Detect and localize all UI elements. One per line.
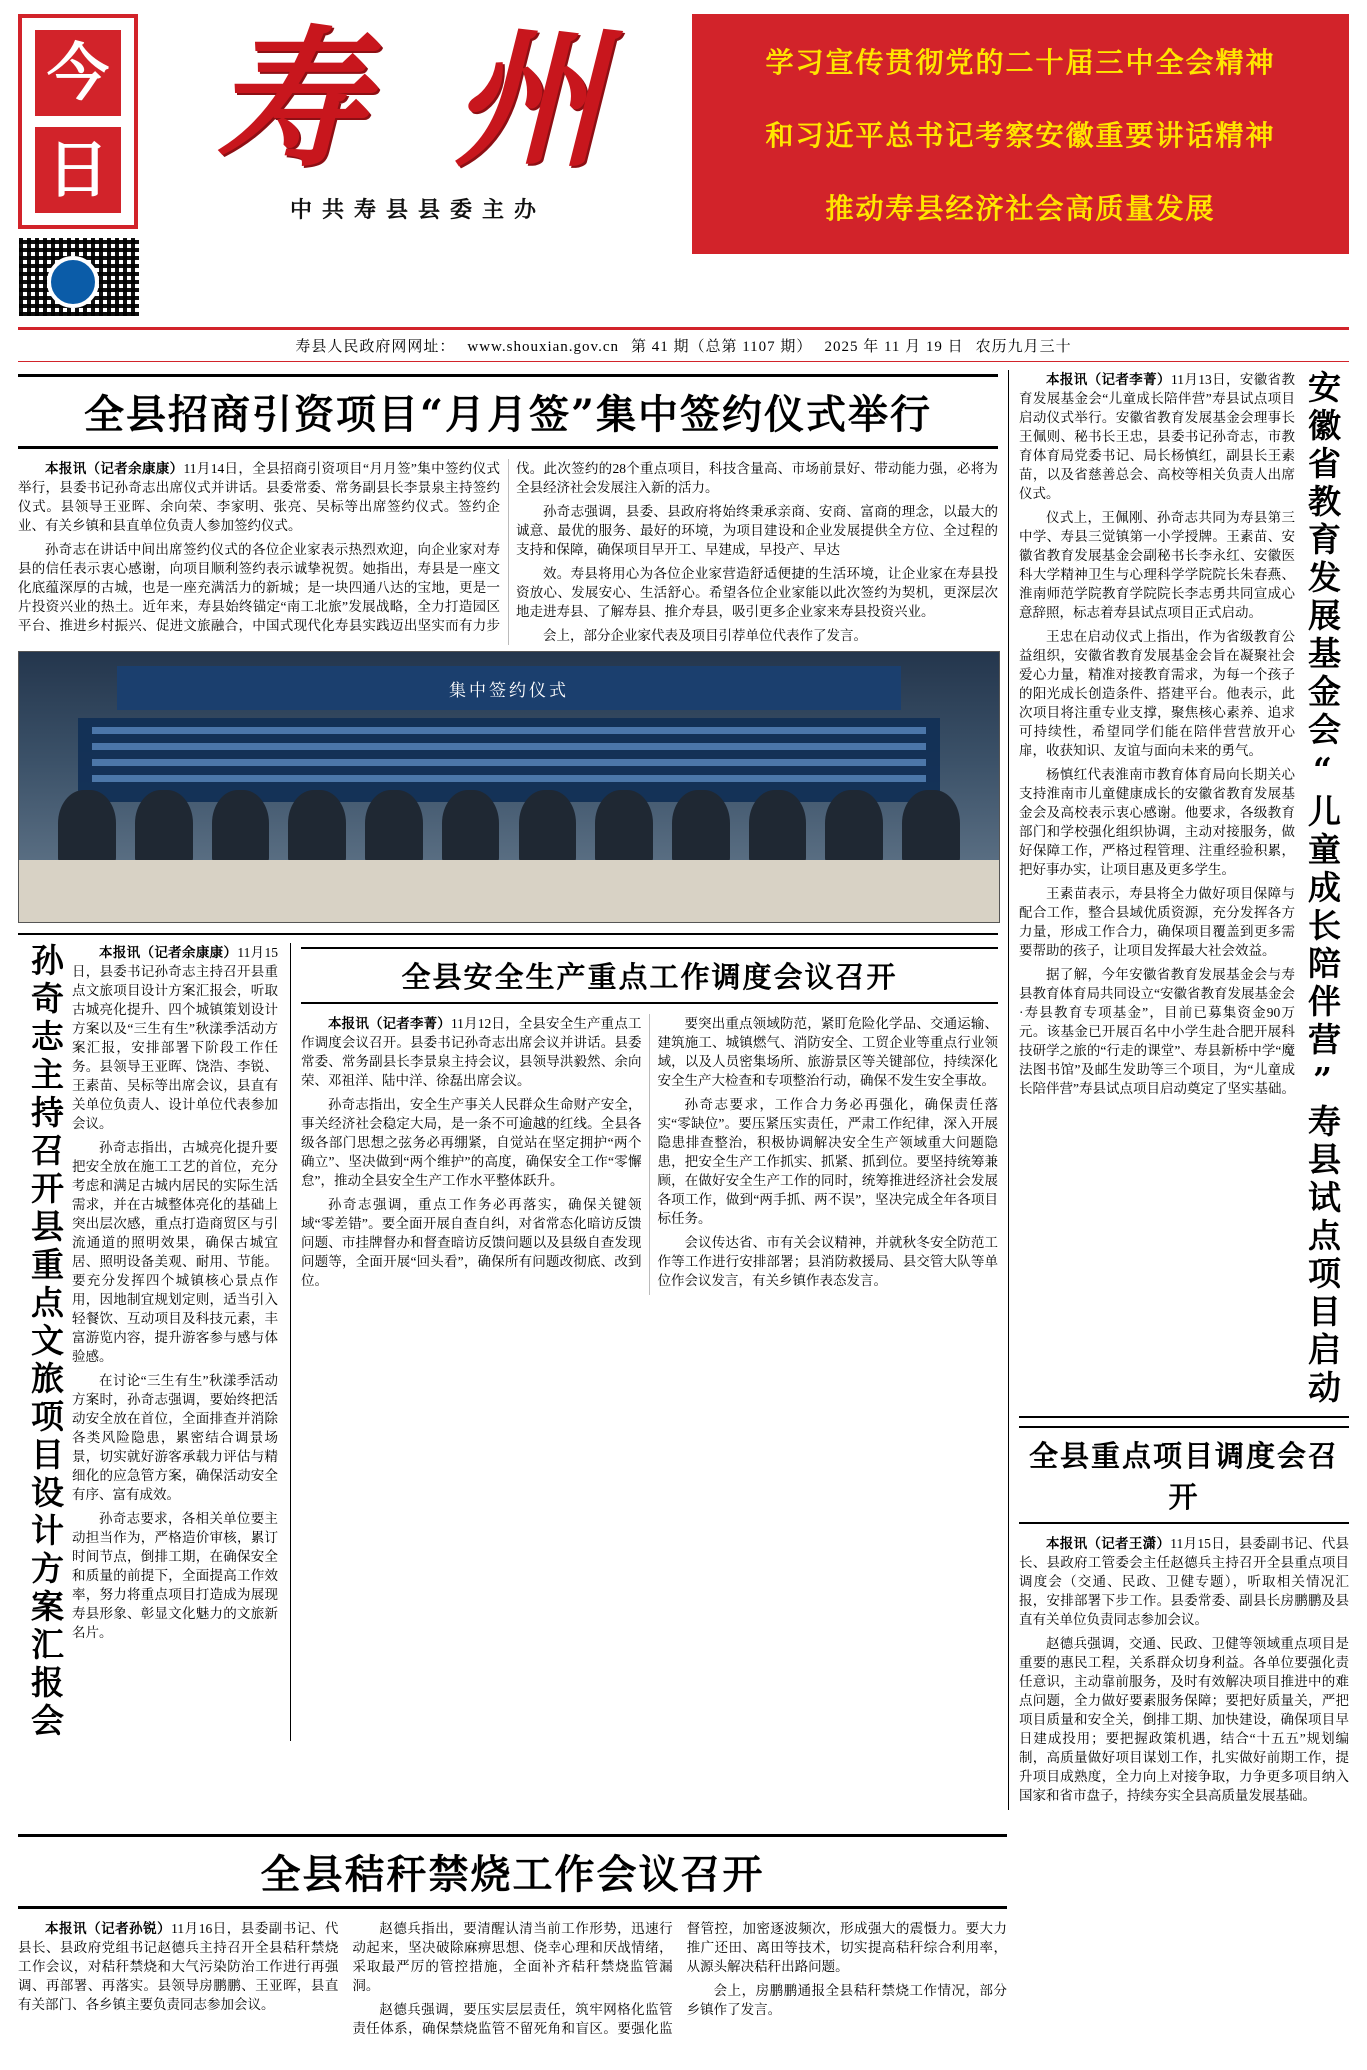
sponsor-line: 中共寿县县委主办 [289, 197, 546, 222]
bottom-row [0, 1830, 1367, 2058]
right-column [1008, 370, 1349, 1810]
paragraph: 孙奇志强调，县委、县政府将始终秉承亲商、安商、富商的理念，以最大的诚意、最优的服务、最好的环境，为项目建设和企业发展提供全方位、全过程的支持和保障，确保项目早开工、早建成，早投产、早达 [516, 504, 998, 557]
paragraph: 赵德兵强调，交通、民政、卫健等领域重点项目是重要的惠民工程，关系群众切身利益。各单位要强化责任意识，主动靠前服务，及时有效解决项目推进中的难点问题，全力做好要素服务保障；要把好质量关，严把项目质量和安全关，倒排工期、加快建设，确保项目早日建成投用；要把握政策机遇，结合“十五五”规划编制，高质量做好项目谋划工作，扎实做好前期工作，提升项目成熟度，全力向上对接争取，力争更多项目纳入国家和省市盘子，持续夯实全县高质量发展基础。 [1019, 1636, 1349, 1803]
left-column [18, 370, 998, 1810]
article-fund-body [1019, 370, 1295, 1408]
byline: 本报讯（记者王潇） [1046, 1536, 1171, 1551]
signing-ceremony-photo [18, 651, 1000, 923]
paragraph: 据了解，今年安徽省教育发展基金会与寿县教育体育局共同设立“安徽省教育发展基金会·寿县教育专项基金”，目前已募集资金90万元。该基金已开展百名中小学生赴合肥开展科技研学之旅的“行走的课堂”、寿县新桥中学“魔法图书馆”及邮生发助等三个项目，为“儿童成长陪伴营”寿县试点项目启动奠定了坚实基础。 [1019, 967, 1295, 1096]
info-bar [18, 327, 1349, 362]
divider [1019, 1416, 1349, 1418]
divider [18, 933, 998, 935]
article-lead [18, 374, 998, 923]
article-wenlv-body [72, 943, 278, 1741]
photo-people [58, 790, 960, 864]
article-zhongdian-headline: 全县重点项目调度会召开 [1019, 1426, 1349, 1524]
paragraph: 赵德兵指出，要清醒认清当前工作形势，迅速行动起来，坚决破除麻痹思想、侥幸心理和厌战情绪，采取最严厉的管控措施，全面补齐秸秆禁烧监管漏洞。 [352, 1921, 673, 1993]
jinri-logo [18, 14, 138, 229]
lunar-date: 农历九月三十 [975, 339, 1072, 355]
paragraph: 在讨论“三生有生”秋漾季活动方案时，孙奇志强调，要始终把活动安全放在首位，全面排查并消除各类风险隐患，累密结合调景场景，切实就好游客承载力评估与精细化的应急管方案，确保活动安全有序、富有成效。 [72, 1373, 278, 1502]
byline: 本报讯（记者余康康） [45, 461, 184, 476]
paragraph [1019, 1534, 1349, 1629]
website-label: 寿县人民政府网网址： [295, 339, 456, 355]
article-lead-headline: 全县招商引资项目“月月签”集中签约仪式举行 [18, 374, 998, 449]
paragraph [1019, 370, 1295, 503]
logo-char-1: 今 [35, 30, 121, 116]
paragraph [18, 459, 500, 535]
paragraph: 孙奇志指出，安全生产事关人民群众生命财产安全，事关经济社会稳定大局，是一条不可逾越的红线。全县各级各部门思想之弦务必再绷紧，自觉站在坚定拥护“两个确立”、坚决做到“两个维护”的高度，确保安全工作“零懈怠”，推动全县安全生产工作水平整体跃升。 [301, 1097, 642, 1188]
paragraph: 要突出重点领域防范，紧盯危险化学品、交通运输、建筑施工、城镇燃气、消防安全、工贸企业等重点行业领域，以及人员密集场所、旅游景区等关键部位，持续深化安全生产大检查和专项整治行动，确保不发生安全事故。 [657, 1016, 998, 1088]
byline: 本报讯（记者孙锐） [45, 1921, 172, 1936]
article-safety-headline: 全县安全生产重点工作调度会议召开 [301, 947, 998, 1004]
paragraph: 孙奇志要求，工作合力务必再强化，确保责任落实“零缺位”。要压紧压实责任，严肃工作纪律，深入开展隐患排查整治，积极协调解决安全生产领域重大问题隐患，把安全生产工作抓实、抓紧、抓到位。要坚持统筹兼顾，在做好安全生产工作的同时，统筹推进经济社会发展各项工作，做到“两手抓、两不误”，坚决完成全年各项目标任务。 [657, 1097, 998, 1226]
byline: 本报讯（记者李菁） [1046, 372, 1171, 387]
issue-number: 第 41 期（总第 1107 期） [630, 339, 813, 355]
paragraph: 会上，部分企业家代表及项目引荐单位代表作了发言。 [543, 628, 867, 643]
byline: 本报讯（记者李菁） [328, 1016, 451, 1031]
paragraph-text: 11月13日，安徽省教育发展基金会“儿童成长陪伴营”寿县试点项目启动仪式举行。安徽省教育发展基金会理事长王佩则、秘书长王忠，县委书记孙奇志，市教育体育局党委书记、局长杨慎红，副县长王素苗，以及省慈善总会、高校等相关负责人出席仪式。 [1019, 372, 1296, 501]
content-area [0, 362, 1367, 1830]
publish-date: 2025 年 11 月 19 日 [824, 339, 964, 355]
bottom-spacer [1019, 1830, 1349, 2038]
paragraph-text: 11月15日，县委书记孙奇志主持召开县重点文旅项目设计方案汇报会，听取古城亮化提升、四个城镇策划设计方案以及“三生有生”秋漾季活动方案汇报，安排部署下阶段工作任务。县领导王亚晖、饶浩、李锐、王素苗、吴标等出席会议，县直有关单位负责人、设计单位代表参加会议。 [72, 945, 279, 1131]
photo-banner-text: 集中签约仪式 [117, 666, 901, 710]
paragraph-text: 11月12日，全县安全生产重点工作调度会议召开。县委书记孙奇志出席会议并讲话。县委常委、常务副县长李景泉主持会议，县领导洪毅然、余向荣、邓祖洋、陆中洋、徐磊出席会议。 [301, 1016, 642, 1088]
article-jiegan-headline: 全县秸秆禁烧工作会议召开 [18, 1834, 1007, 1909]
paragraph: 孙奇志要求，各相关单位要主动担当作为，严格造价审核，累订时间节点，倒排工期，在确保安全和质量的前提下，全面提高工作效率，努力将重点项目打造成为展现寿县形象、彰显文化魅力的文旅新名片。 [72, 1511, 278, 1640]
paragraph: 会上，房鹏鹏通报全县秸秆禁烧工作情况，部分乡镇作了发言。 [686, 1983, 1007, 2017]
article-wenlv-headline: 孙奇志主持召开县重点文旅项目设计方案汇报会 [26, 943, 65, 1741]
slogan-box [692, 14, 1349, 254]
article-safety-body [301, 1014, 998, 1295]
paragraph: 孙奇志强调，重点工作务必再落实，确保关键领域“零差错”。要全面开展自查自纠，对省常态化暗访反馈问题、市挂牌督办和督查暗访反馈问题以及县级自查发现问题等，全面开展“回头看”，确保所有问题改彻底、改到位。 [301, 1197, 642, 1288]
paragraph [72, 943, 278, 1133]
byline: 本报讯（记者余康康） [99, 945, 238, 960]
article-safety [290, 943, 998, 1741]
paragraph: 效。寿县将用心为各位企业家营造舒适便捷的生活环境，让企业家在寿县投资放心、发展安心、生活舒心。希望各位企业家能以此次签约为契机，更深层次地走进寿县、了解寿县、推介寿县，吸引更多企业家来寿县投资兴业。 [516, 566, 998, 619]
paragraph: 王忠在启动仪式上指出，作为省级教育公益组织，安徽省教育发展基金会旨在凝聚社会爱心力量，精准对接教育需求，为每一个孩子的阳光成长创造条件、搭建平台。他表示，此次项目将注重专业支撑，聚焦核心素养、追求可持续性，希望同学们能在陪伴营营放开心扉，收获知识、友谊与面向未来的勇气。 [1019, 629, 1295, 758]
article-jiegan [18, 1830, 1007, 2038]
article-jiegan-body [18, 1919, 1007, 2038]
page-title: 寿 州 [214, 12, 622, 188]
paper-title-block [158, 14, 678, 224]
article-wenlv [18, 943, 278, 1741]
paragraph: 王素苗表示，寿县将全力做好项目保障与配合工作，整合县域优质资源，充分发挥各方力量，形成工作合力，确保项目覆盖到更多需要帮助的孩子，让项目发挥最大社会效益。 [1019, 886, 1295, 958]
article-fund [1019, 370, 1349, 1408]
paragraph [18, 1919, 338, 2014]
paragraph-text: 11月15日，县委副书记、代县长、县政府工管委会主任赵德兵主持召开全县重点项目调度会（交通、民政、卫健专题），听取相关情况汇报，安排部署下步工作。县委常委、副县长房鹏鹏及县直有关单位负责同志参加会议。 [1019, 1536, 1350, 1627]
mid-row [18, 943, 998, 1741]
article-fund-headline: 安徽省教育发展基金会“儿童成长陪伴营”寿县试点项目启动 [1303, 370, 1342, 1408]
article-lead-body [18, 459, 998, 645]
qr-code-icon[interactable] [18, 237, 140, 317]
logo-block [18, 14, 158, 317]
paragraph: 孙奇志指出，古城亮化提升要把安全放在施工工艺的首位，充分考虑和满足古城内居民的实际生活需求，并在古城整体亮化的基础上突出层次感，重点打造商贸区与引流通道的照明效果，确保古城宜居、照明设备美观、耐用、节能。要充分发挥四个城镇核心景点作用，因地制宜规划定则，适当引入轻餐饮、互动项目及科技元素，丰富游览内容，提升游客参与感与体验感。 [72, 1140, 278, 1364]
paragraph: 会议传达省、市有关会议精神，并就秋冬安全防范工作等工作进行安排部署；县消防救援局、县交管大队等单位作会议发言，有关乡镇作表态发言。 [657, 1235, 998, 1288]
paragraph: 杨慎红代表淮南市教育体育局向长期关心支持淮南市儿童健康成长的安徽省教育发展基金会及高校表示衷心感谢。他要求，各级教育部门和学校强化组织协调，主动对接服务，做好保障工作，严格过程管理、注重经验积累，把好事办实，让项目惠及更多学生。 [1019, 767, 1295, 877]
paragraph: 赵德兵强调，要压实层层责任，筑牢网格化监管责任体系，确保禁烧监管不留死角和盲区。要强化监督管控，加密逐波频次，形成强大的震慑力。要大力推广还田、离田等技术，切实提高秸秆综合利用率，从源头解决秸秆出路问题。 [352, 1921, 1007, 2036]
paragraph-text: 11月14日，全县招商引资项目“月月签”集中签约仪式举行，县委书记孙奇志出席仪式并讲话。县委常委、常务副县长李景泉主持签约仪式。县领导王亚晖、余向荣、李家明、张亮、吴标等出席签约仪式。签约企业、有关乡镇和县直单位负责人参加签约仪式。 [18, 461, 501, 533]
article-zhongdian [1019, 1426, 1349, 1805]
slogan-line-3: 推动寿县经济社会高质量发展 [825, 192, 1216, 226]
masthead [0, 0, 1367, 321]
website-url[interactable]: www.shouxian.gov.cn [467, 339, 619, 355]
slogan-line-1: 学习宣传贯彻党的二十届三中全会精神 [765, 45, 1276, 79]
paragraph-text: 11月16日，县委副书记、代县长、县政府党组书记赵德兵主持召开全县秸秆禁烧工作会议，对秸秆禁烧和大气污染防治工作进行再强调、再部署、再落实。县领导房鹏鹏、王亚晖，县直有关部门、各乡镇主要负责同志参加会议。 [18, 1921, 339, 2012]
paragraph [301, 1014, 642, 1090]
photo-table [19, 860, 999, 922]
paragraph: 仪式上，王佩刚、孙奇志共同为寿县第三中学、寿县三觉镇第一小学授牌。王素苗、安徽省教育发展基金会副秘书长李永红、安徽医科大学精神卫生与心理科学学院院长朱春燕、淮南师范学院教育学院院长李志勇共同宣成心意辞照，标志着寿县试点项目正式启动。 [1019, 510, 1295, 620]
paragraph: 孙奇志在讲话中间出席签约仪式的各位企业家表示热烈欢迎，向企业家对寿县的信任表示衷心感谢，向项目顺利签约表示诚挚祝贺。她指出，寿县是一座文化底蕴深厚的古城，也是一座充满活力的新城；是一块四通八达的宝地，更是一片投资兴业的热土。近年来，寿县始终锚定“南工北旅”发展战略，全力打造园区平台、推进乡村振兴、促进文旅融合，中国式现代化寿县实践迈出坚实而有力步伐。此次签约的28个重点项目，科技含量高、市场前景好、带动能力强，必将为全县经济社会发展注入新的活力。 [18, 461, 998, 633]
logo-char-2: 日 [35, 127, 121, 213]
slogan-line-2: 和习近平总书记考察安徽重要讲话精神 [765, 118, 1276, 152]
